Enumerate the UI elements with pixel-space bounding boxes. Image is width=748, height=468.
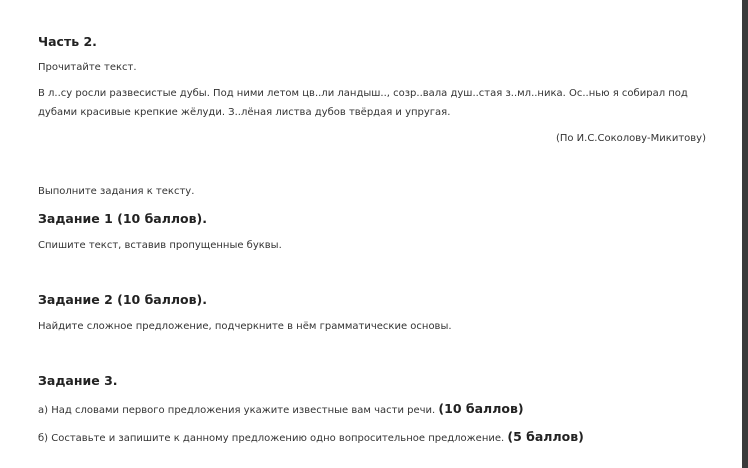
text-source: (По И.С.Соколову-Микитову) bbox=[555, 133, 706, 144]
text-paragraph: В л..су росли развесистые дубы. Под ними летом цв..ли ландыш.., созр..вала душ..стая з..мл..ника. Ос..нью я собирал под дубами красивые крепкие жёлуди. З..лёная листва дубов твёрдая и упругая. bbox=[38, 88, 688, 118]
task3-b-text: б) Составьте и запишите к данному предложению одно вопросительное предложение. bbox=[38, 433, 505, 444]
task3-item-a bbox=[38, 401, 524, 416]
task3-a-points: (10 баллов) bbox=[438, 401, 524, 416]
task2-text: Найдите сложное предложение, подчеркните в нём грамматические основы. bbox=[38, 321, 452, 332]
page-edge-bar bbox=[742, 0, 748, 468]
task3-item-b bbox=[38, 429, 584, 444]
tasks-intro: Выполните задания к тексту. bbox=[38, 186, 195, 197]
task3-title: Задание 3. bbox=[38, 373, 118, 388]
read-instruction: Прочитайте текст. bbox=[38, 62, 137, 73]
task1-title: Задание 1 (10 баллов). bbox=[38, 211, 208, 226]
part-title: Часть 2. bbox=[38, 34, 97, 49]
task3-b-points: (5 баллов) bbox=[507, 429, 584, 444]
task1-text: Спишите текст, вставив пропущенные буквы. bbox=[38, 240, 282, 251]
task3-a-text: а) Над словами первого предложения укажите известные вам части речи. bbox=[38, 405, 436, 416]
task2-title: Задание 2 (10 баллов). bbox=[38, 292, 208, 307]
